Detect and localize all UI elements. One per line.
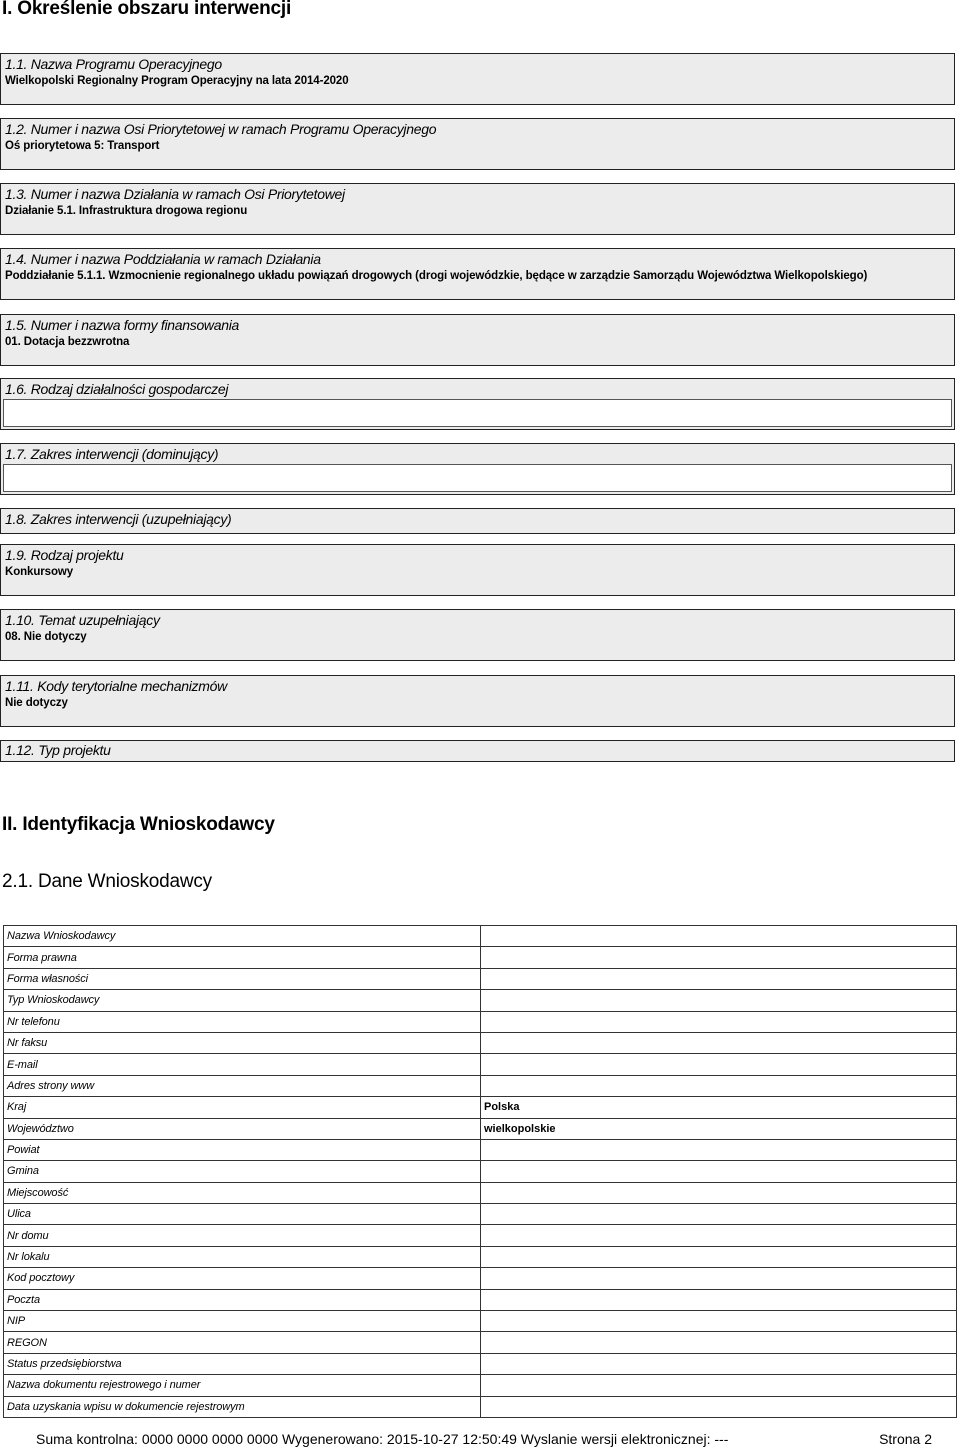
table-row (4, 1375, 957, 1396)
row-label: Kod pocztowy (4, 1268, 481, 1289)
row-value (481, 1204, 957, 1225)
row-label: E-mail (4, 1054, 481, 1075)
table-row (4, 1054, 957, 1075)
table-row (4, 1353, 957, 1374)
field-intervention-dominant (0, 443, 955, 495)
table-row (4, 1011, 957, 1032)
field-sub-measure (0, 248, 955, 300)
row-value (481, 1396, 957, 1417)
field-value: 08. Nie dotyczy (5, 631, 87, 643)
row-value (481, 1289, 957, 1310)
field-label: 1.12. Typ projektu (5, 742, 111, 758)
row-value (481, 1268, 957, 1289)
field-value: Działanie 5.1. Infrastruktura drogowa regionu (5, 205, 248, 217)
field-label: 1.8. Zakres interwencji (uzupełniający) (5, 511, 232, 527)
row-label: NIP (4, 1311, 481, 1332)
field-label: 1.11. Kody terytorialne mechanizmów (5, 678, 227, 694)
field-economic-activity (0, 378, 955, 430)
row-value (481, 947, 957, 968)
row-value (481, 1246, 957, 1267)
row-label: Forma własności (4, 968, 481, 989)
row-label: Gmina (4, 1161, 481, 1182)
table-row (4, 1097, 957, 1118)
table-row (4, 1225, 957, 1246)
row-label: Powiat (4, 1139, 481, 1160)
table-row (4, 1311, 957, 1332)
row-label: REGON (4, 1332, 481, 1353)
field-label: 1.5. Numer i nazwa formy finansowania (5, 317, 240, 333)
row-label: Status przedsiębiorstwa (4, 1353, 481, 1374)
field-value: Poddziałanie 5.1.1. Wzmocnienie regionalnego układu powiązań drogowych (drogi wojewódzkie, będące w zarządzie Samorządu Województwa Wielkopolskiego) (5, 270, 868, 282)
field-label: 1.2. Numer i nazwa Osi Priorytetowej w ramach Programu Operacyjnego (5, 121, 437, 137)
row-label: Kraj (4, 1097, 481, 1118)
row-value (481, 1353, 957, 1374)
page-number: Strona 2 (879, 1431, 932, 1447)
field-intervention-supplementary (0, 508, 955, 534)
table-row (4, 1268, 957, 1289)
table-row (4, 947, 957, 968)
row-value (481, 1225, 957, 1246)
row-value (481, 1375, 957, 1396)
row-value (481, 990, 957, 1011)
row-label: Nr telefonu (4, 1011, 481, 1032)
field-financing-form (0, 314, 955, 366)
field-priority-axis (0, 118, 955, 170)
row-value: wielkopolskie (481, 1118, 957, 1139)
row-value: Polska (481, 1097, 957, 1118)
row-value (481, 1161, 957, 1182)
section-1-title: I. Określenie obszaru interwencji (2, 0, 292, 19)
row-value (481, 1075, 957, 1096)
field-supplementary-topic (0, 609, 955, 661)
row-label: Forma prawna (4, 947, 481, 968)
field-value: Nie dotyczy (5, 697, 68, 709)
applicant-data-table (3, 925, 957, 1418)
row-value (481, 968, 957, 989)
applicant-data-subtitle: 2.1. Dane Wnioskodawcy (2, 871, 212, 892)
row-value (481, 1011, 957, 1032)
table-row (4, 1182, 957, 1203)
table-row (4, 1032, 957, 1053)
field-value: 01. Dotacja bezzwrotna (5, 336, 130, 348)
table-row (4, 1075, 957, 1096)
field-project-type (0, 740, 955, 762)
row-label: Poczta (4, 1289, 481, 1310)
field-measure (0, 183, 955, 235)
row-label: Ulica (4, 1204, 481, 1225)
checksum-text: Suma kontrolna: 0000 0000 0000 0000 Wygenerowano: 2015-10-27 12:50:49 Wyslanie wersji elektronicznej: --- (36, 1431, 729, 1447)
field-label: 1.4. Numer i nazwa Poddziałania w ramach Działania (5, 251, 321, 267)
field-territorial-codes (0, 675, 955, 727)
table-row (4, 926, 957, 947)
row-label: Data uzyskania wpisu w dokumencie rejestrowym (4, 1396, 481, 1417)
page-footer (36, 1431, 936, 1447)
section-2-title: II. Identyfikacja Wnioskodawcy (2, 814, 275, 835)
field-value: Oś priorytetowa 5: Transport (5, 140, 160, 152)
field-label: 1.7. Zakres interwencji (dominujący) (5, 446, 219, 462)
row-label: Nazwa Wnioskodawcy (4, 926, 481, 947)
table-row (4, 1204, 957, 1225)
row-value (481, 1139, 957, 1160)
table-row (4, 1161, 957, 1182)
empty-value-area (3, 464, 952, 492)
row-value (481, 1054, 957, 1075)
table-row (4, 1118, 957, 1139)
table-row (4, 990, 957, 1011)
table-row (4, 1332, 957, 1353)
field-label: 1.10. Temat uzupełniający (5, 612, 160, 628)
field-label: 1.6. Rodzaj działalności gospodarczej (5, 381, 229, 397)
row-value (481, 1332, 957, 1353)
row-label: Nr domu (4, 1225, 481, 1246)
field-project-kind (0, 544, 955, 596)
row-value (481, 1182, 957, 1203)
field-label: 1.1. Nazwa Programu Operacyjnego (5, 56, 222, 72)
row-value (481, 926, 957, 947)
row-label: Nazwa dokumentu rejestrowego i numer (4, 1375, 481, 1396)
row-label: Nr lokalu (4, 1246, 481, 1267)
field-value: Konkursowy (5, 566, 74, 578)
table-row (4, 968, 957, 989)
table-row (4, 1139, 957, 1160)
row-label: Adres strony www (4, 1075, 481, 1096)
field-label: 1.3. Numer i nazwa Działania w ramach Osi Priorytetowej (5, 186, 345, 202)
field-label: 1.9. Rodzaj projektu (5, 547, 124, 563)
row-label: Miejscowość (4, 1182, 481, 1203)
empty-value-area (3, 399, 952, 427)
field-program-name (0, 53, 955, 105)
table-row (4, 1246, 957, 1267)
row-value (481, 1311, 957, 1332)
table-row (4, 1289, 957, 1310)
row-label: Województwo (4, 1118, 481, 1139)
row-label: Typ Wnioskodawcy (4, 990, 481, 1011)
table-row (4, 1396, 957, 1417)
row-label: Nr faksu (4, 1032, 481, 1053)
field-value: Wielkopolski Regionalny Program Operacyjny na lata 2014-2020 (5, 75, 349, 87)
row-value (481, 1032, 957, 1053)
